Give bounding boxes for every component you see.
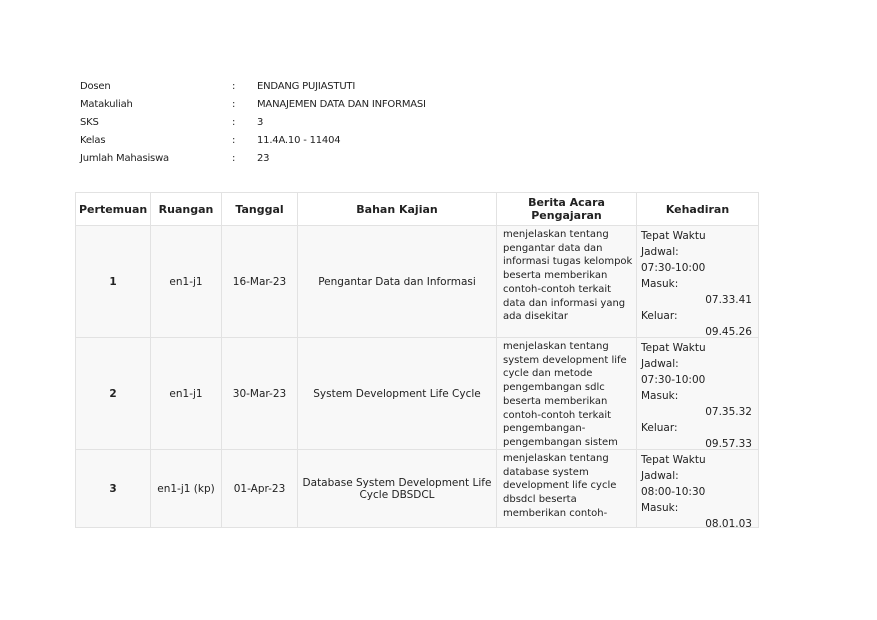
info-separator: : bbox=[232, 152, 236, 164]
cell-ruangan: en1-j1 (kp) bbox=[151, 450, 222, 528]
info-row-kelas bbox=[80, 131, 426, 149]
berita-acara-text: menjelaskan tentang system development life cycle dan metode pengembangan sdlc beserta memberikan contoh-contoh terkait pengembangan-pengembangan sistem bbox=[503, 341, 627, 448]
info-row-dosen bbox=[80, 77, 426, 95]
keluar-label: Keluar: bbox=[641, 422, 678, 434]
info-label: Jumlah Mahasiswa bbox=[80, 152, 169, 164]
table-header-row bbox=[76, 193, 759, 226]
info-value: MANAJEMEN DATA DAN INFORMASI bbox=[257, 98, 426, 110]
header-berita-acara: Berita Acara Pengajaran bbox=[497, 193, 637, 226]
course-info bbox=[80, 77, 426, 167]
attendance-status: Tepat Waktu bbox=[641, 230, 706, 242]
info-separator: : bbox=[232, 98, 236, 110]
attendance-status: Tepat Waktu bbox=[641, 454, 706, 466]
info-separator: : bbox=[232, 116, 236, 128]
info-value: ENDANG PUJIASTUTI bbox=[257, 80, 356, 92]
cell-bahan-kajian: Database System Development Life Cycle DBSDCL bbox=[298, 450, 497, 528]
kehadiran-details bbox=[641, 228, 752, 338]
cell-pertemuan: 2 bbox=[76, 338, 151, 450]
masuk-label: Masuk: bbox=[641, 278, 679, 290]
table-row bbox=[76, 450, 759, 528]
cell-berita-acara bbox=[497, 226, 637, 338]
table-row bbox=[76, 226, 759, 338]
header-tanggal: Tanggal bbox=[222, 193, 298, 226]
jadwal-label: Jadwal: bbox=[641, 358, 679, 370]
info-label: SKS bbox=[80, 116, 99, 128]
table-row bbox=[76, 338, 759, 450]
info-row-jumlah-mahasiswa bbox=[80, 149, 426, 167]
cell-tanggal: 01-Apr-23 bbox=[222, 450, 298, 528]
header-kehadiran: Kehadiran bbox=[637, 193, 759, 226]
cell-pertemuan: 1 bbox=[76, 226, 151, 338]
jadwal-label: Jadwal: bbox=[641, 470, 679, 482]
info-label: Kelas bbox=[80, 134, 106, 146]
info-row-matakuliah bbox=[80, 95, 426, 113]
cell-bahan-kajian: System Development Life Cycle bbox=[298, 338, 497, 450]
masuk-time: 07.35.32 bbox=[705, 406, 752, 418]
cell-ruangan: en1-j1 bbox=[151, 338, 222, 450]
attendance-status: Tepat Waktu bbox=[641, 342, 706, 354]
info-value: 3 bbox=[257, 116, 264, 128]
info-separator: : bbox=[232, 134, 236, 146]
info-value: 23 bbox=[257, 152, 270, 164]
berita-acara-text: menjelaskan tentang pengantar data dan informasi tugas kelompok beserta memberikan contoh-contoh terkait data dan informasi yang ada disekitar bbox=[503, 229, 633, 323]
cell-pertemuan: 3 bbox=[76, 450, 151, 528]
masuk-time: 07.33.41 bbox=[705, 294, 752, 306]
cell-tanggal: 16-Mar-23 bbox=[222, 226, 298, 338]
masuk-label: Masuk: bbox=[641, 502, 679, 514]
keluar-time: 09.45.26 bbox=[705, 326, 752, 338]
jadwal-value: 07:30-10:00 bbox=[641, 374, 706, 386]
header-pertemuan: Pertemuan bbox=[76, 193, 151, 226]
cell-kehadiran bbox=[637, 226, 759, 338]
jadwal-value: 08:00-10:30 bbox=[641, 486, 706, 498]
info-separator: : bbox=[232, 80, 236, 92]
kehadiran-details bbox=[641, 340, 752, 450]
jadwal-value: 07:30-10:00 bbox=[641, 262, 706, 274]
cell-bahan-kajian: Pengantar Data dan Informasi bbox=[298, 226, 497, 338]
cell-kehadiran bbox=[637, 450, 759, 528]
keluar-time: 09.57.33 bbox=[705, 438, 752, 450]
cell-ruangan: en1-j1 bbox=[151, 226, 222, 338]
berita-acara-text: menjelaskan tentang database system development life cycle dbsdcl beserta memberikan contoh- bbox=[503, 453, 617, 519]
info-row-sks bbox=[80, 113, 426, 131]
cell-tanggal: 30-Mar-23 bbox=[222, 338, 298, 450]
cell-berita-acara bbox=[497, 338, 637, 450]
masuk-label: Masuk: bbox=[641, 390, 679, 402]
masuk-time: 08.01.03 bbox=[705, 518, 752, 528]
info-label: Matakuliah bbox=[80, 98, 133, 110]
jadwal-label: Jadwal: bbox=[641, 246, 679, 258]
keluar-label: Keluar: bbox=[641, 310, 678, 322]
attendance-table bbox=[75, 192, 759, 528]
cell-berita-acara bbox=[497, 450, 637, 528]
header-bahan-kajian: Bahan Kajian bbox=[298, 193, 497, 226]
header-ruangan: Ruangan bbox=[151, 193, 222, 226]
info-value: 11.4A.10 - 11404 bbox=[257, 134, 341, 146]
info-label: Dosen bbox=[80, 80, 111, 92]
kehadiran-details bbox=[641, 452, 752, 528]
cell-kehadiran bbox=[637, 338, 759, 450]
